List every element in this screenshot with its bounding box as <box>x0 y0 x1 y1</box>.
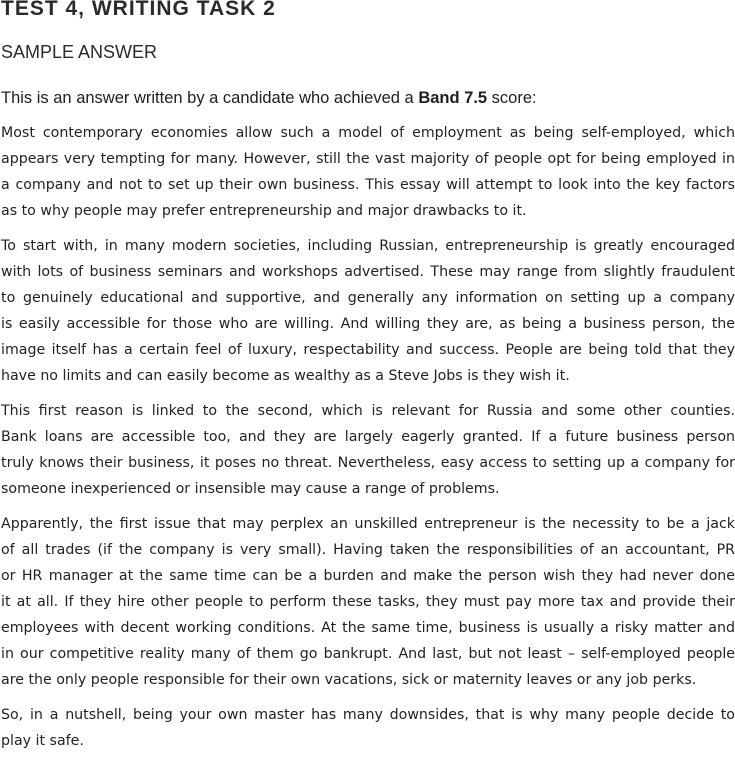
essay-line: image itself has a certain feel of luxury, respectability and success. People are being told that they <box>1 342 735 358</box>
essay-line: is easily accessible for those who are willing. And willing they are, as being a business person, the <box>1 316 735 332</box>
intro-sentence <box>1 89 537 108</box>
intro-prefix: This is an answer written by a candidate who achieved a <box>1 89 419 107</box>
essay-paragraph-1 <box>1 120 735 224</box>
essay-line: have no limits and can easily become as wealthy as a Steve Jobs is they wish it. <box>1 368 570 384</box>
essay-line: play it safe. <box>1 733 84 749</box>
essay-line: appears very tempting for many. However, still the vast majority of people opt for being employed in <box>1 151 735 167</box>
essay-line: it at all. If they hire other people to perform these tasks, they must pay more tax and provide their <box>1 594 735 610</box>
essay-line: in our competitive reality many of them go bankrupt. And last, but not least – self-employed people <box>1 646 735 662</box>
essay-line: truly knows their business, it poses no threat. Nevertheless, easy access to setting up a company for <box>1 455 735 471</box>
essay-line: This first reason is linked to the second, which is relevant for Russia and some other counties. <box>1 403 735 419</box>
essay-line: To start with, in many modern societies, including Russian, entrepreneurship is greatly encouraged <box>1 238 735 254</box>
essay-line: So, in a nutshell, being your own master has many downsides, that is why many people decide to <box>1 707 735 723</box>
essay-line: of all trades (if the company is very small). Having taken the responsibilities of an accountant, PR <box>1 542 735 558</box>
essay-paragraph-3 <box>1 398 735 502</box>
page-title: TEST 4, WRITING TASK 2 <box>1 0 276 20</box>
section-subtitle: SAMPLE ANSWER <box>1 42 158 62</box>
essay-line: Bank loans are accessible too, and they are largely eagerly granted. If a future business person <box>1 429 735 445</box>
essay-line: employees with decent working conditions. At the same time, business is usually a risky matter and <box>1 620 735 636</box>
essay-line: with lots of business seminars and workshops advertised. These may range from slightly fraudulent <box>1 264 735 280</box>
essay-line: Apparently, the first issue that may perplex an unskilled entrepreneur is the necessity to be a jack <box>1 516 735 532</box>
essay-paragraph-5 <box>1 702 735 754</box>
essay-line: a company and not to set up their own business. This essay will attempt to look into the key factors <box>1 177 735 193</box>
essay-line: are the only people responsible for their own vacations, sick or maternity leaves or any job perks. <box>1 672 697 688</box>
essay-paragraph-2 <box>1 233 735 389</box>
essay-line: someone inexperienced or insensible may cause a range of problems. <box>1 481 500 497</box>
essay-line: or HR manager at the same time can be a burden and make the person wish they had never done <box>1 568 735 584</box>
essay-line: to genuinely educational and supportive, and generally any information on setting up a company <box>1 290 735 306</box>
band-score: Band 7.5 <box>418 89 488 107</box>
essay-paragraph-4 <box>1 511 735 693</box>
essay-line: Most contemporary economies allow such a model of employment as being self-employed, which <box>1 125 735 141</box>
intro-suffix: score: <box>487 89 537 107</box>
essay-body <box>1 120 735 763</box>
essay-line: as to why people may prefer entrepreneurship and major drawbacks to it. <box>1 203 527 219</box>
